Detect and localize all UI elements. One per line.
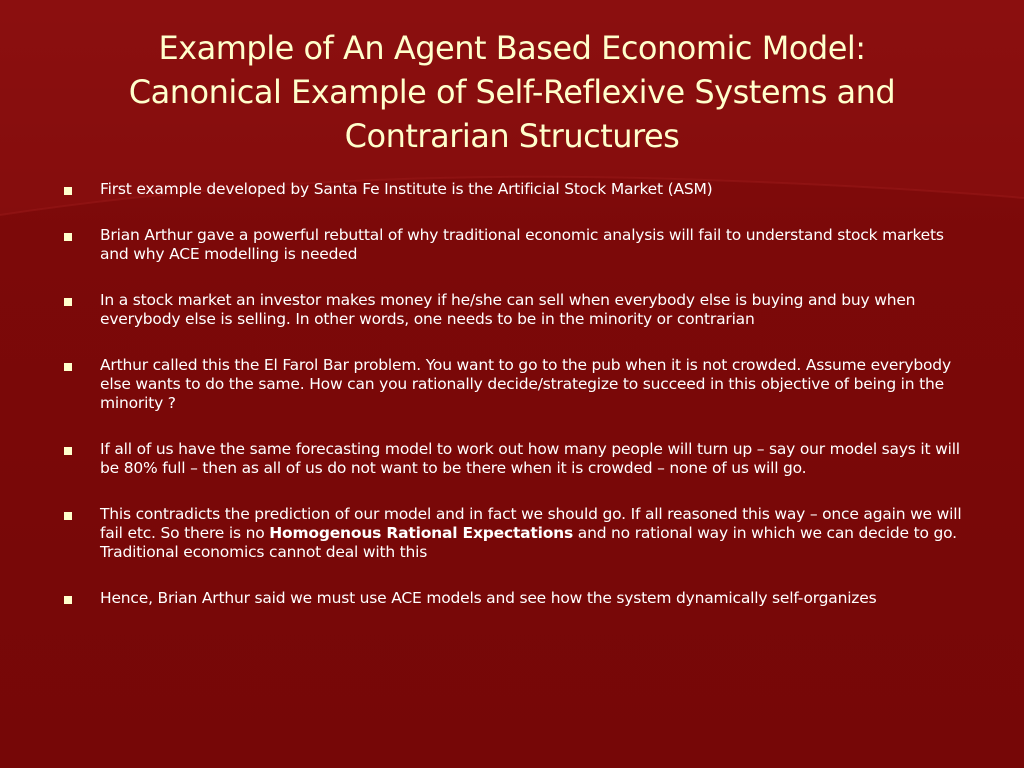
square-bullet-icon (64, 187, 72, 195)
bullet-text: First example developed by Santa Fe Institute is the Artificial Stock Market (ASM) (100, 180, 713, 198)
bullet-text: In a stock market an investor makes money if he/she can sell when everybody else is buying and buy when everybody else is selling. In other words, one needs to be in the minority or contrarian (100, 291, 916, 328)
bullet-text-part-1: This contradicts the prediction of our model and in fact we should go. If all reasoned this way – once again we will fail etc. So there is no (100, 505, 962, 542)
slide-title-line-1: Example of An Agent Based Economic Model: (158, 29, 866, 67)
bullet-text: Arthur called this the El Farol Bar problem. You want to go to the pub when it is not crowded. Assume everybody else wants to do the same. How can you rationally decide/strategize to succeed in this objective of being in the minority ? (100, 356, 951, 412)
slide-title (40, 26, 984, 158)
bullet-item-4 (62, 356, 972, 413)
slide-title-line-3: Contrarian Structures (344, 117, 680, 155)
square-bullet-icon (64, 298, 72, 306)
bullet-item-3 (62, 291, 972, 329)
bullet-item-1 (62, 180, 972, 199)
square-bullet-icon (64, 233, 72, 241)
bullet-text-part-2: and no rational way in which we can decide to go. Traditional economics cannot deal with this (100, 524, 957, 561)
square-bullet-icon (64, 363, 72, 371)
square-bullet-icon (64, 512, 72, 520)
bullet-item-2 (62, 226, 972, 264)
square-bullet-icon (64, 596, 72, 604)
bullet-item-6 (62, 505, 972, 562)
bullet-item-5 (62, 440, 972, 478)
square-bullet-icon (64, 447, 72, 455)
bullet-text: Brian Arthur gave a powerful rebuttal of why traditional economic analysis will fail to understand stock markets and why ACE modelling is needed (100, 226, 944, 263)
bullet-list (62, 180, 972, 608)
bullet-text-bold: Homogenous Rational Expectations (269, 524, 574, 542)
bullet-text: If all of us have the same forecasting model to work out how many people will turn up – say our model says it will be 80% full – then as all of us do not want to be there when it is crowded – none of us will go. (100, 440, 960, 477)
bullet-text: Hence, Brian Arthur said we must use ACE models and see how the system dynamically self-organizes (100, 589, 877, 607)
slide-title-line-2: Canonical Example of Self-Reflexive Systems and (128, 73, 896, 111)
bullet-item-7 (62, 589, 972, 608)
